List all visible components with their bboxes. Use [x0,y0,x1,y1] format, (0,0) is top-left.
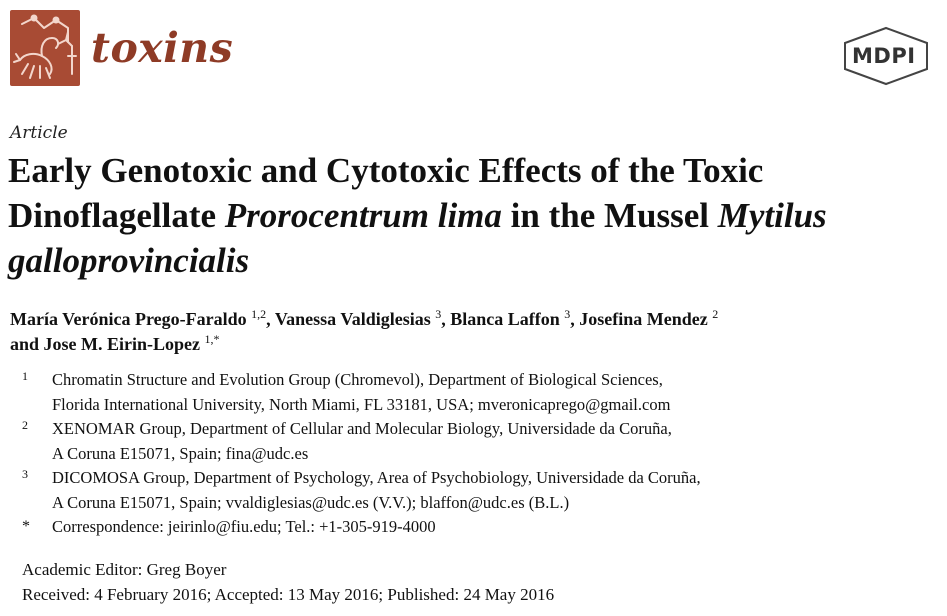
author-separator: , [266,309,275,329]
author-list [10,307,940,357]
author-affiliation-marker: 2 [712,307,719,321]
affiliation-number: 1 [22,369,28,383]
author-affiliation-marker: 1,2 [251,307,267,321]
publisher-logo-text: MDPI [852,44,916,68]
affiliation-item [20,466,920,515]
author-affiliation-marker: 3 [564,307,571,321]
affiliation-item [20,417,920,466]
author-name: Blanca Laffon [450,309,560,329]
author-name: María Verónica Prego-Faraldo [10,309,247,329]
article-title [8,148,938,283]
affiliation-line: A Coruna E15071, Spain; vvaldiglesias@udc.es (V.V.); blaffon@udc.es (B.L.) [52,492,570,512]
author-affiliation-marker: 1,* [204,332,220,346]
title-species-1: Prorocentrum lima [224,196,502,235]
affiliation-line: Florida International University, North Miami, FL 33181, USA; mveronicaprego@gmail.com [52,394,671,414]
author-separator: , [570,309,580,329]
journal-name: toxins [91,24,234,72]
author-affiliation-marker: 3 [435,307,442,321]
academic-editor: Academic Editor: Greg Boyer [22,560,227,579]
publication-dates: Received: 4 February 2016; Accepted: 13 May 2016; Published: 24 May 2016 [22,585,555,604]
scorpion-icon [10,10,80,86]
affiliation-line: XENOMAR Group, Department of Cellular and Molecular Biology, Universidade da Coruña, [52,419,672,438]
affiliation-line: A Coruna E15071, Spain; fina@udc.es [52,443,309,463]
title-species-2: Mytilus galloprovincialis [8,196,827,280]
affiliation-line: Chromatin Structure and Evolution Group (Chromevol), Department of Biological Sciences, [52,370,663,389]
journal-logo [10,10,80,86]
affiliation-line: DICOMOSA Group, Department of Psychology, Area of Psychobiology, Universidade da Coruña, [52,468,701,487]
article-meta [22,557,554,607]
title-text-1: Early Genotoxic and Cytotoxic Effects of the Toxic Dinoflagellate [8,151,764,235]
correspondence [20,515,920,540]
author-separator: , [441,309,451,329]
correspondence-text: Correspondence: jeirinlo@fiu.edu; Tel.: +1-305-919-4000 [52,517,436,536]
affiliation-number: 2 [22,418,28,432]
author-name: and Jose M. Eirin-Lopez [10,334,201,354]
affiliation-item [20,368,920,417]
article-type: Article [10,123,68,143]
author-name: Josefina Mendez [579,309,708,329]
author-name: Vanessa Valdiglesias [274,309,431,329]
affiliation-number: 3 [22,467,28,481]
affiliation-list [20,368,920,540]
correspondence-mark: * [22,518,30,535]
title-text-2: in the Mussel [501,196,718,235]
